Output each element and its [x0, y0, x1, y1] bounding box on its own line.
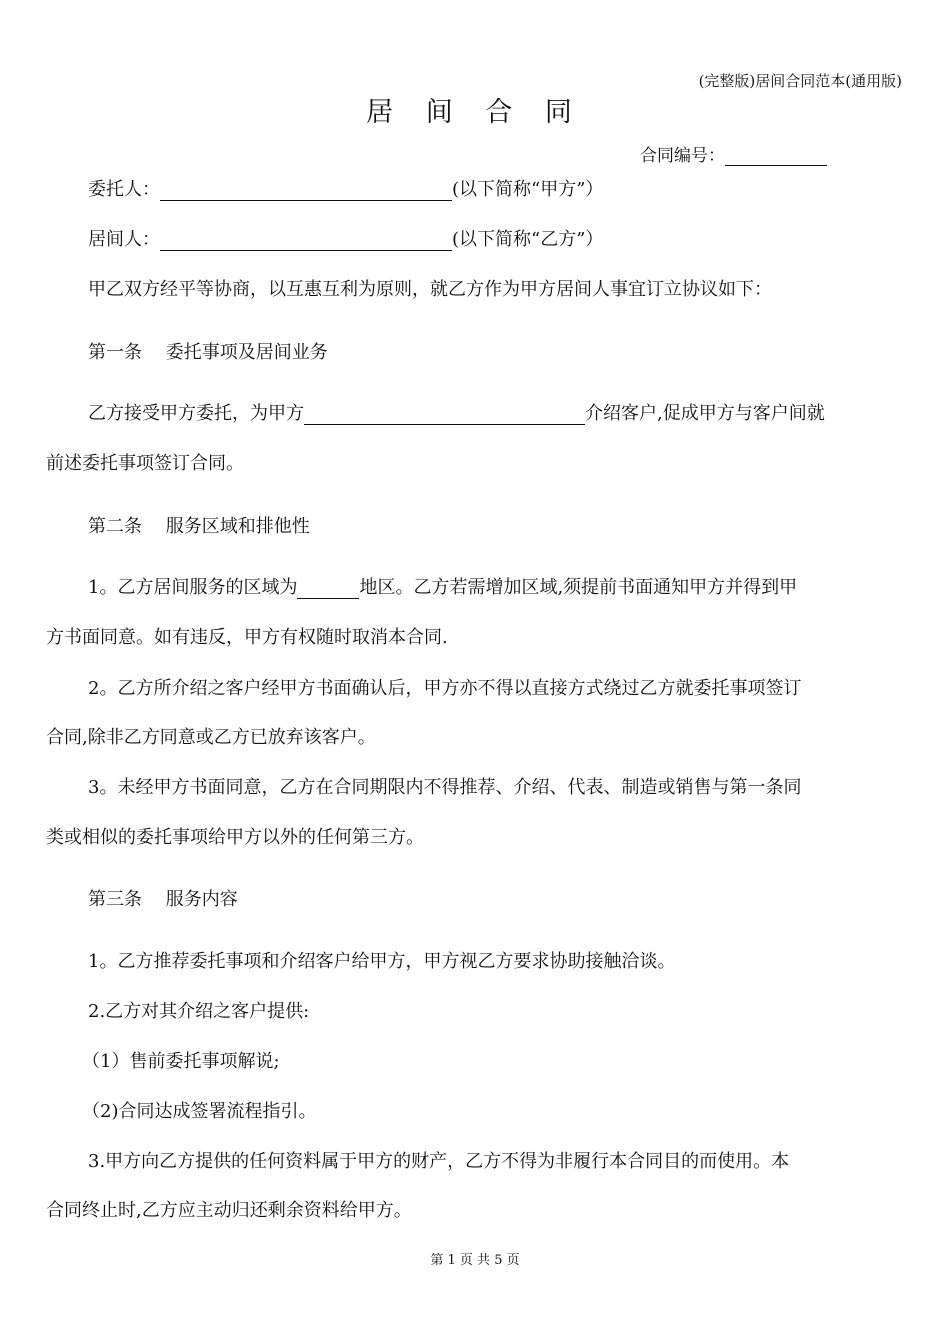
article-2-item-1-line-2: 方书面同意。如有违反，甲方有权随时取消本合同.: [46, 627, 448, 648]
contract-number-row: [640, 141, 827, 166]
article-1-line-1: [88, 399, 825, 425]
article-1-line-2: 前述委托事项签订合同。: [46, 453, 244, 474]
page-footer: 第 1 页 共 5 页: [430, 1253, 520, 1268]
article-3-heading: 第三条 服务内容: [88, 889, 238, 910]
article-1-text-a: 乙方接受甲方委托，为甲方: [88, 403, 304, 424]
article-1-text-b: 介绍客户,促成甲方与客户间就: [585, 403, 825, 424]
entrusted-matter-blank[interactable]: [304, 404, 585, 425]
article-3-item-1: 1。乙方推荐委托事项和介绍客户给甲方，甲方视乙方要求协助接触洽谈。: [88, 951, 676, 972]
agent-name-blank[interactable]: [160, 230, 452, 251]
agent-label: 居间人：: [88, 229, 160, 250]
article-3-item-3-line-2: 合同终止时,乙方应主动归还剩余资料给甲方。: [46, 1200, 412, 1221]
agent-row: [88, 225, 603, 251]
article-2-item-2-line-2: 合同,除非乙方同意或乙方已放弃该客户。: [46, 727, 376, 748]
contract-number-blank[interactable]: [725, 145, 827, 166]
article-2-item-2-line-1: 2。乙方所介绍之客户经甲方书面确认后，甲方亦不得以直接方式绕过乙方就委托事项签订: [88, 678, 802, 699]
article-2-item-3-line-1: 3。未经甲方书面同意，乙方在合同期限内不得推荐、介绍、代表、制造或销售与第一条同: [88, 777, 802, 798]
article-2-item-1-line-1: [88, 573, 797, 599]
client-suffix: (以下简称“甲方”）: [452, 179, 604, 200]
client-label: 委托人：: [88, 179, 160, 200]
client-name-blank[interactable]: [160, 180, 452, 201]
header-note: (完整版)居间合同范本(通用版): [698, 72, 902, 90]
article-3-item-3-line-1: 3.甲方向乙方提供的任何资料属于甲方的财产，乙方不得为非履行本合同目的而使用。本: [88, 1151, 790, 1172]
contract-number-label: 合同编号：: [640, 146, 725, 166]
article-3-sub-item-2: （2)合同达成签署流程指引。: [82, 1101, 317, 1122]
agent-suffix: (以下简称“乙方”）: [452, 229, 604, 250]
client-row: [88, 175, 603, 201]
intro-paragraph: 甲乙双方经平等协商，以互惠互利为原则，就乙方作为甲方居间人事宜订立协议如下：: [88, 279, 772, 300]
article-2-item-1-text-b: 地区。乙方若需增加区域,须提前书面通知甲方并得到甲: [359, 577, 798, 598]
article-1-heading: 第一条 委托事项及居间业务: [88, 342, 328, 363]
article-2-item-3-line-2: 类或相似的委托事项给甲方以外的任何第三方。: [46, 827, 424, 848]
article-3-item-2: 2.乙方对其介绍之客户提供:: [88, 1001, 310, 1022]
article-3-sub-item-1: （1）售前委托事项解说;: [82, 1051, 280, 1072]
document-title: 居 间 合 同: [366, 97, 584, 128]
article-2-item-1-text-a: 1。乙方居间服务的区域为: [88, 577, 298, 598]
article-2-heading: 第二条 服务区域和排他性: [88, 516, 310, 537]
service-region-blank[interactable]: [297, 578, 359, 599]
